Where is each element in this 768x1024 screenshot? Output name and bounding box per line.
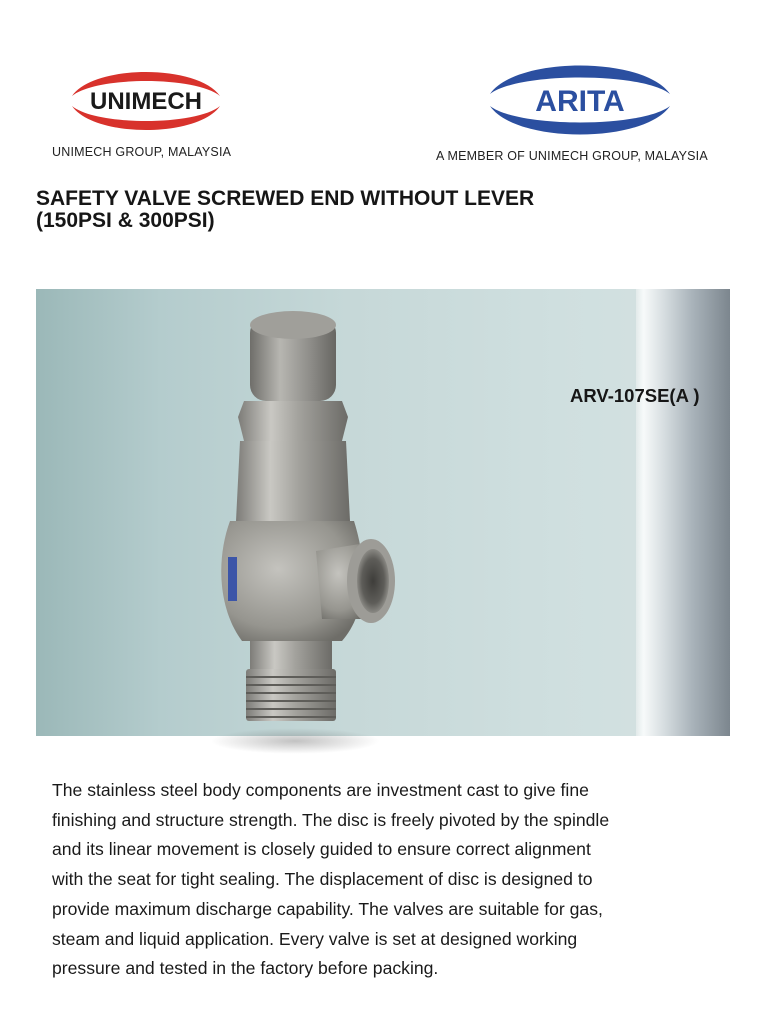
arita-caption: A MEMBER OF UNIMECH GROUP, MALAYSIA	[436, 149, 708, 163]
unimech-logo-text: UNIMECH	[90, 88, 202, 115]
valve-outlet-port	[357, 549, 389, 613]
product-description	[52, 776, 732, 984]
valve-hex-nut	[238, 401, 348, 441]
product-photo	[36, 289, 730, 736]
description-line: provide maximum discharge capability. The valves are suitable for gas,	[52, 898, 603, 919]
arita-logo-text: ARITA	[535, 85, 625, 118]
arita-logo	[484, 60, 676, 140]
description-line: and its linear movement is closely guided to ensure correct alignment	[52, 839, 591, 860]
valve-shadow	[210, 728, 380, 754]
description-line: with the seat for tight sealing. The displacement of disc is designed to	[52, 869, 593, 890]
unimech-caption: UNIMECH GROUP, MALAYSIA	[52, 145, 232, 159]
valve-cap-top	[250, 311, 336, 339]
description-line: pressure and tested in the factory before packing.	[52, 958, 439, 979]
valve-blue-tag	[228, 557, 237, 601]
valve-bonnet	[236, 441, 350, 521]
description-line: finishing and structure strength. The disc is freely pivoted by the spindle	[52, 809, 610, 830]
description-line: The stainless steel body components are investment cast to give fine	[52, 780, 589, 800]
description-line: steam and liquid application. Every valve is set at designed working	[52, 928, 578, 949]
valve-neck	[250, 641, 332, 669]
title-line-1: SAFETY VALVE SCREWED END WITHOUT LEVER	[36, 187, 535, 210]
unimech-logo	[64, 66, 228, 136]
page-title	[36, 188, 534, 232]
title-line-2: (150PSI & 300PSI)	[36, 209, 215, 232]
product-model-label: ARV-107SE(A )	[570, 385, 700, 406]
safety-valve-illustration	[36, 289, 730, 736]
valve-inlet-thread	[246, 669, 336, 721]
